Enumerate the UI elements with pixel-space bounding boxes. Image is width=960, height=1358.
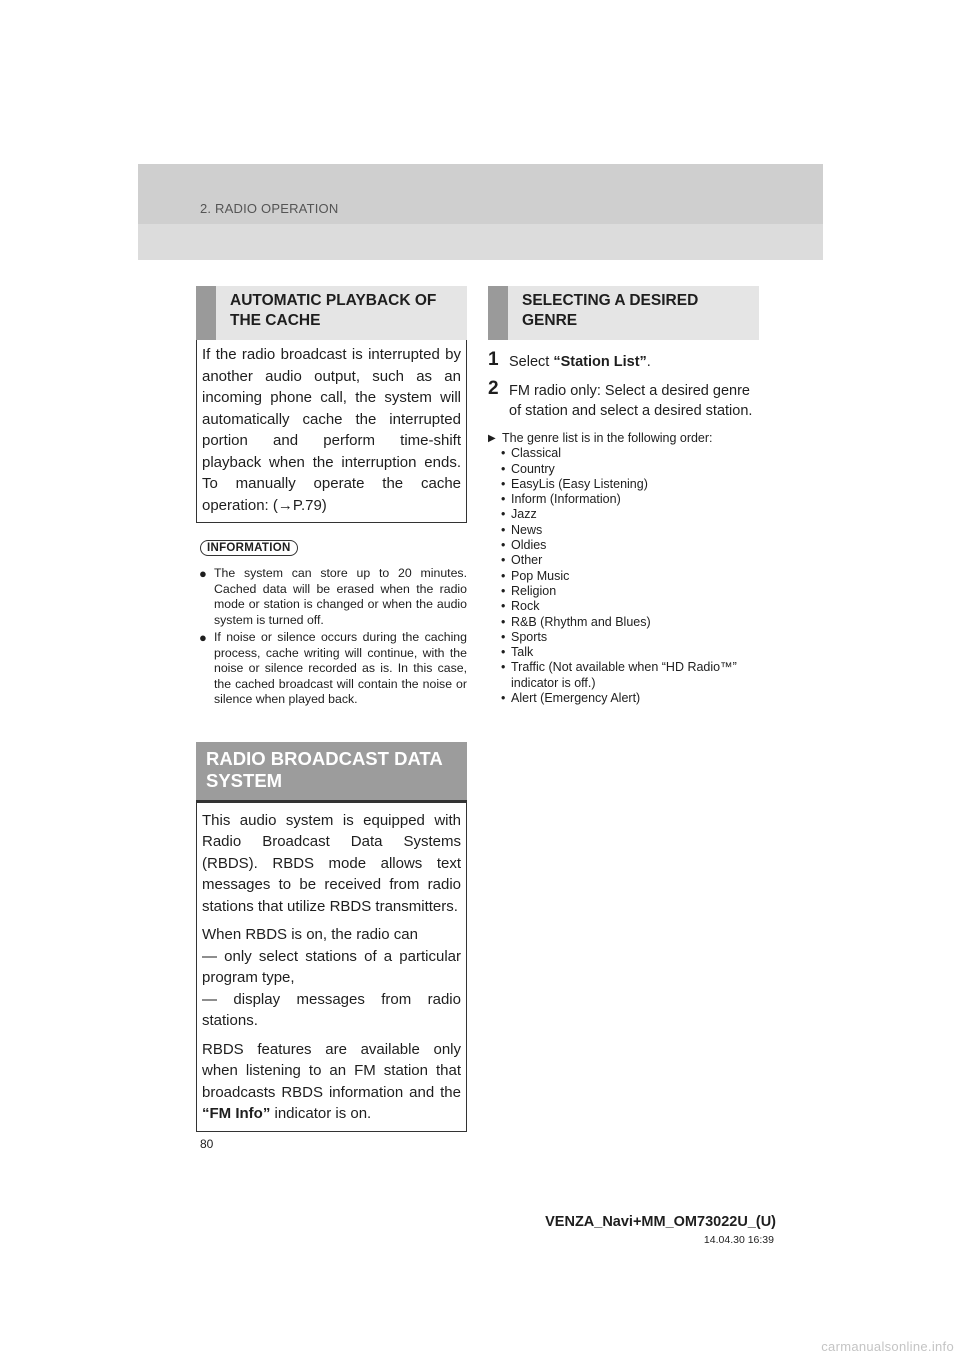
- rbds-para-2-intro: When RBDS is on, the radio can: [202, 926, 418, 943]
- rbds-para-3-pre: RBDS features are available only when listening to an FM station that broadcasts RBDS information and the: [202, 1040, 461, 1101]
- genre-item: • Talk: [501, 645, 759, 660]
- genre-item: • Pop Music: [501, 569, 759, 584]
- genre-item: • Inform (Information): [501, 492, 759, 507]
- information-item-text: The system can store up to 20 minutes. Cached data will be erased when the radio mode or station is changed or when the audio system is turned off.: [214, 566, 467, 627]
- genre-note: [488, 431, 759, 446]
- step-number: 2: [488, 378, 499, 399]
- genre-item: • Jazz: [501, 507, 759, 522]
- triangle-bullet-icon: ▶: [488, 433, 496, 444]
- bullet-icon: ●: [199, 566, 207, 581]
- information-item: [198, 630, 467, 708]
- rbds-heading: RADIO BROADCAST DATA SYSTEM: [196, 742, 467, 800]
- information-tag: INFORMATION: [200, 540, 298, 556]
- genre-item: • Traffic (Not available when “HD Radio™” indicator is off.): [501, 660, 759, 691]
- information-list: [196, 566, 467, 708]
- rbds-para-3-post: indicator is on.: [270, 1105, 372, 1122]
- rbds-para-2-line-2: — display messages from radio stations.: [202, 990, 461, 1029]
- document-id: VENZA_Navi+MM_OM73022U_(U): [545, 1214, 776, 1230]
- genre-item: • EasyLis (Easy Listening): [501, 477, 759, 492]
- heading-tab-marker: [196, 286, 216, 340]
- rbds-para-2-line-1: — only select stations of a particular program type,: [202, 947, 461, 986]
- fm-info-label: “FM Info”: [202, 1105, 271, 1122]
- cache-heading-text: AUTOMATIC PLAYBACK OF THE CACHE: [230, 292, 437, 329]
- bullet-icon: ●: [199, 630, 207, 645]
- rbds-para-2: [202, 924, 461, 1032]
- cache-body: If the radio broadcast is interrupted by another audio output, such as an incoming phone call, the system will automatically cache the interrupted portion and perform time-shift playback when the interruption ends. To manually operate the cache operation: (→P.79): [202, 346, 461, 514]
- genre-item: • Alert (Emergency Alert): [501, 691, 759, 706]
- genre-item: • Religion: [501, 584, 759, 599]
- right-column: [488, 286, 759, 706]
- step-1: [488, 349, 759, 372]
- genre-item: • R&B (Rhythm and Blues): [501, 615, 759, 630]
- genre-item: • News: [501, 523, 759, 538]
- left-column: [196, 286, 467, 1132]
- information-item-text: If noise or silence occurs during the caching process, cache writing will continue, with the noise or silence recorded as is. In this case, the cached broadcast will contain the noise or silence when played back.: [214, 630, 467, 706]
- rbds-para-1: This audio system is equipped with Radio Broadcast Data Systems (RBDS). RBDS mode allows text messages to be received from radio stations that utilize RBDS transmitters.: [202, 811, 461, 915]
- heading-tab-marker: [488, 286, 508, 340]
- step-2-text: FM radio only: Select a desired genre of station and select a desired station.: [509, 383, 753, 419]
- page-number: 80: [200, 1137, 214, 1151]
- step-1-pre: Select: [509, 354, 554, 370]
- genre-item: • Classical: [501, 446, 759, 461]
- information-item: [198, 566, 467, 628]
- section-title: 2. RADIO OPERATION: [200, 201, 339, 216]
- rbds-para-3: [202, 1039, 461, 1125]
- genre-heading-text: SELECTING A DESIRED GENRE: [522, 292, 699, 329]
- cache-box: [196, 340, 467, 523]
- genre-item: • Country: [501, 462, 759, 477]
- step-number: 1: [488, 349, 499, 370]
- rbds-box: [196, 803, 467, 1132]
- genre-note-text: The genre list is in the following order:: [502, 431, 713, 445]
- genre-item: • Rock: [501, 599, 759, 614]
- document-timestamp: 14.04.30 16:39: [703, 1234, 774, 1246]
- step-2: [488, 378, 759, 421]
- station-list-label: “Station List”: [553, 354, 647, 370]
- genre-item: • Other: [501, 553, 759, 568]
- watermark: carmanualsonline.info: [821, 1339, 954, 1354]
- genre-item: • Sports: [501, 630, 759, 645]
- genre-list: [488, 446, 759, 706]
- genre-item: • Oldies: [501, 538, 759, 553]
- cache-heading: [196, 286, 467, 340]
- step-1-post: .: [646, 354, 651, 370]
- genre-heading: [488, 286, 759, 340]
